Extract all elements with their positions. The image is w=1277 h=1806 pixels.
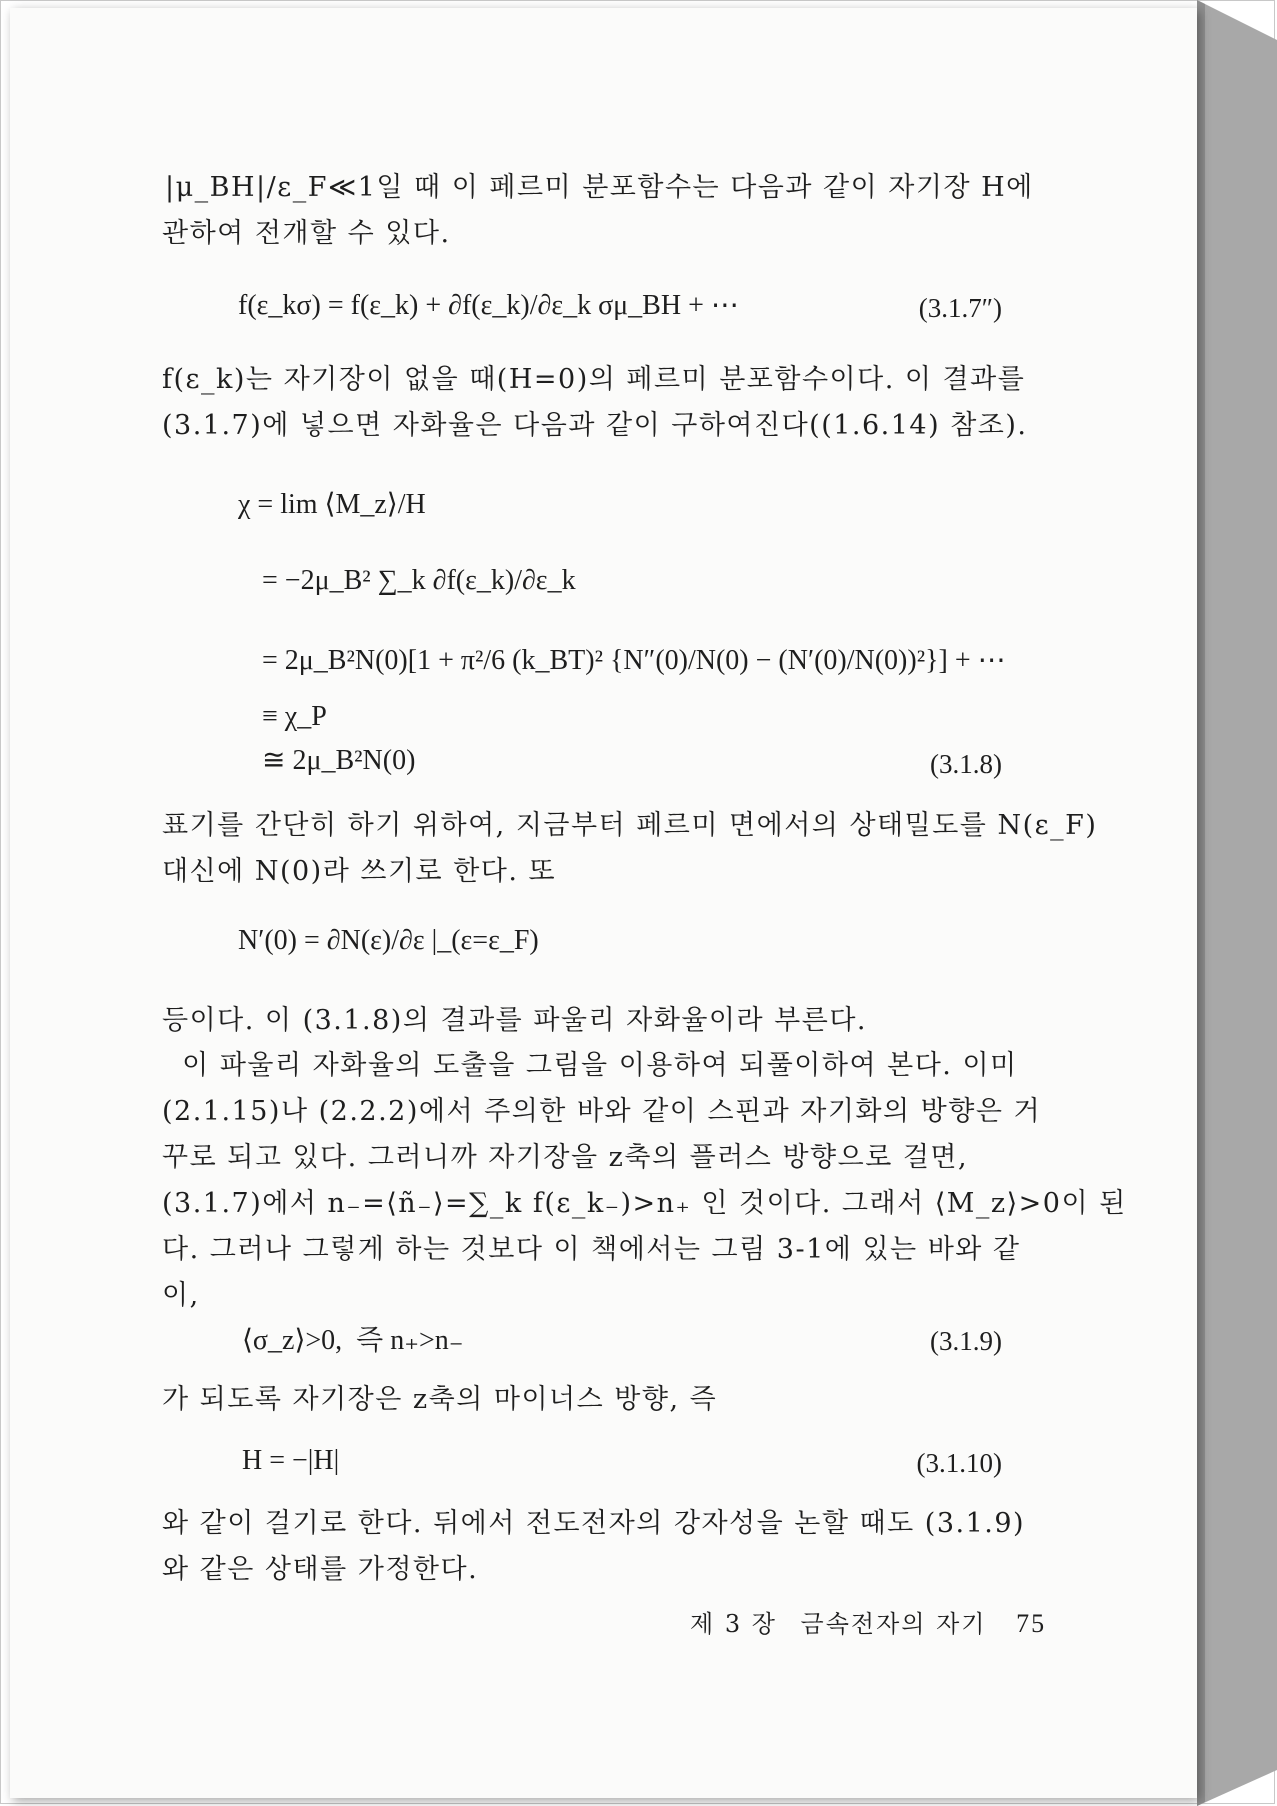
paragraph-2-line-1: f(ε_k)는 자기장이 없을 때(H=0)의 페르미 분포함수이다. 이 결과를: [162, 364, 1026, 395]
equation-n-prime: N′(0) = ∂N(ε)/∂ε |_(ε=ε_F): [238, 925, 539, 956]
paragraph-2-line-2: (3.1.7)에 넣으면 자화율은 다음과 같이 구하여진다((1.6.14) 참조).: [162, 410, 1028, 441]
paragraph-5-line-5: 다. 그러나 그렇게 하는 것보다 이 책에서는 그림 3-1에 있는 바와 같: [162, 1234, 1021, 1265]
equation-number-3-1-9: (3.1.9): [930, 1326, 1002, 1356]
equation-3-1-8-line-1: χ = lim ⟨M_z⟩/H: [238, 489, 426, 520]
equation-3-1-8-line-3: = 2μ_B²N(0)[1 + π²/6 (k_BT)² {N″(0)/N(0) − (N′(0)/N(0))²}] + ⋯: [262, 645, 1006, 676]
paragraph-7-line-1: 와 같이 걸기로 한다. 뒤에서 전도전자의 강자성을 논할 때도 (3.1.9): [162, 1508, 1026, 1539]
paragraph-5-line-1: 이 파울리 자화율의 도출을 그림을 이용하여 되풀이하여 본다. 이미: [162, 1050, 1018, 1081]
equation-number-3-1-7pp: (3.1.7″): [918, 293, 1002, 323]
paragraph-1-line-1: |μ_BH|/ε_F≪1일 때 이 페르미 분포함수는 다음과 같이 자기장 H에: [165, 172, 1034, 203]
equation-number-3-1-10: (3.1.10): [916, 1448, 1002, 1478]
footer-chapter: 제 3 장: [690, 1610, 777, 1638]
running-footer: [690, 1608, 1046, 1639]
equation-number-3-1-8: (3.1.8): [930, 749, 1002, 779]
paragraph-1-line-2: 관하여 전개할 수 있다.: [162, 218, 451, 249]
equation-3-1-8-line-5: ≅ 2μ_B²N(0): [262, 745, 416, 776]
footer-chapter-title: 금속전자의 자기: [800, 1610, 987, 1638]
equation-3-1-8-line-4: ≡ χ_P: [262, 701, 327, 732]
page-number: 75: [1016, 1609, 1047, 1638]
paragraph-5-line-3: 꾸로 되고 있다. 그러니까 자기장을 z축의 플러스 방향으로 걸면,: [162, 1142, 969, 1173]
paragraph-3-line-2: 대신에 N(0)라 쓰기로 한다. 또: [162, 856, 557, 887]
equation-3-1-7pp: f(ε_kσ) = f(ε_k) + ∂f(ε_k)/∂ε_k σμ_BH + ⋯: [238, 290, 739, 321]
paragraph-5-line-4: (3.1.7)에서 n₋=⟨ñ₋⟩=∑_k f(ε_k₋)>n₊ 인 것이다. 그래서 ⟨M_z⟩>0이 된: [162, 1188, 1127, 1219]
paragraph-6-line-1: 가 되도록 자기장은 z축의 마이너스 방향, 즉: [162, 1384, 718, 1415]
paragraph-5-line-2: (2.1.15)나 (2.2.2)에서 주의한 바와 같이 스핀과 자기화의 방향은 거: [162, 1096, 1042, 1127]
paragraph-4-line-1: 등이다. 이 (3.1.8)의 결과를 파울리 자화율이라 부른다.: [162, 1005, 867, 1036]
book-page-edge: [1197, 0, 1277, 1806]
paragraph-7-line-2: 와 같은 상태를 가정한다.: [162, 1554, 479, 1585]
equation-3-1-8-line-2: = −2μ_B² ∑_k ∂f(ε_k)/∂ε_k: [262, 565, 576, 596]
equation-3-1-9: ⟨σ_z⟩>0, 즉 n₊>n₋: [242, 1325, 464, 1356]
equation-3-1-10: H = −|H|: [242, 1445, 340, 1476]
paragraph-5-line-6: 이,: [162, 1280, 200, 1311]
paragraph-3-line-1: 표기를 간단히 하기 위하여, 지금부터 페르미 면에서의 상태밀도를 N(ε_F): [162, 810, 1098, 841]
